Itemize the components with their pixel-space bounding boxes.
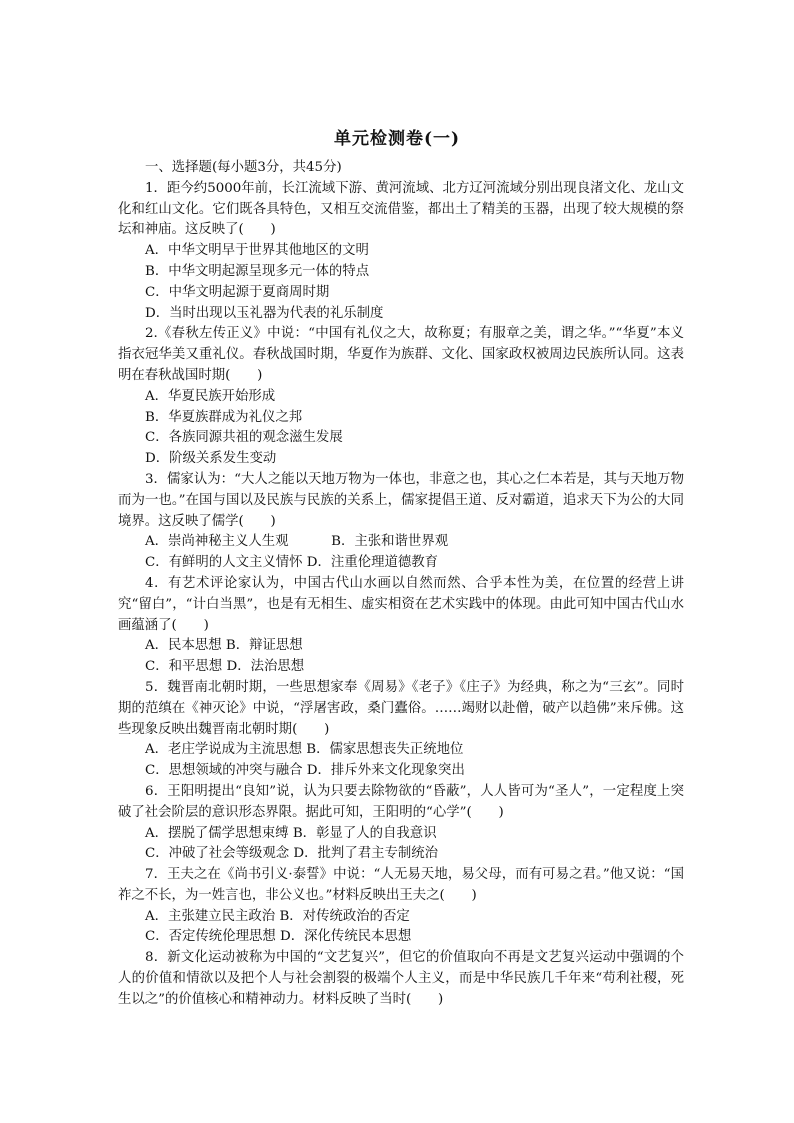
question-stem: 5．魏晋南北朝时期，一些思想家奉《周易》《老子》《庄子》为经典，称之为“三玄”。同时期的范缜在《神灭论》中说，“浮屠害政，桑门蠹俗。……竭财以赴僧，破产以趋佛”来斥佛。这些现象反映出魏晋南北朝时期( ) — [118, 679, 684, 737]
answer-option: D．当时出现以玉礼器为代表的礼乐制度 — [145, 305, 384, 321]
answer-option: A．主张建立民主政治 B．对传统政治的否定 — [145, 908, 410, 924]
answer-option: A．民本思想 B．辩证思想 — [145, 638, 303, 654]
answer-option: C．冲破了社会等级观念 D．批判了君主专制统治 — [145, 846, 439, 862]
question-stem: 2.《春秋左传正义》中说：“中国有礼仪之大，故称夏；有服章之美，谓之华。”“华夏”本义指衣冠华美又重礼仪。春秋战国时期，华夏作为族群、文化、国家政权被周边民族所认同。这表明在春秋战国时期( ) — [118, 326, 684, 383]
question-stem: 3．儒家认为：“大人之能以天地万物为一体也，非意之也，其心之仁本若是，其与天地万物而为一也。”在国与国以及民族与民族的关系上，儒家提倡王道、反对霸道，追求天下为公的大同境界。这反映了儒学( ) — [118, 471, 684, 529]
answer-option: A．崇尚神秘主义人生观 B．主张和谐世界观 — [145, 534, 449, 550]
answer-option: B．中华文明起源呈现多元一体的特点 — [145, 263, 370, 279]
page-title: 单元检测卷(一) — [333, 129, 461, 149]
answer-option: A．摆脱了儒学思想束缚 B．彰显了人的自我意识 — [145, 825, 437, 841]
answer-option: A．老庄学说成为主流思想 B．儒家思想丧失正统地位 — [145, 742, 464, 758]
answer-option: A．中华文明早于世界其他地区的文明 — [145, 243, 369, 259]
question-stem: 7．王夫之在《尚书引义·泰誓》中说：“人无易天地，易父母，而有可易之君。”他又说：“国祚之不长，为一姓言也，非公义也。”材料反映出王夫之( ) — [118, 867, 684, 903]
answer-option: C．和平思想 D．法治思想 — [145, 659, 305, 675]
question-stem: 1．距今约5000年前，长江流域下游、黄河流域、北方辽河流域分别出现良渚文化、龙山文化和红山文化。它们既各具特色，又相互交流借鉴，都出土了精美的玉器，出现了较大规模的祭坛和神庙。这反映了( ) — [118, 180, 684, 238]
question-stem: 8．新文化运动被称为中国的“文艺复兴”，但它的价值取向不再是文艺复兴运动中强调的个人的价值和情欲以及把个人与社会割裂的极端个人主义，而是中华民族几千年来“苟利社稷，死生以之”的价值核心和精神动力。材料反映了当时( ) — [118, 950, 684, 1007]
answer-option: D．阶级关系发生变动 — [145, 451, 277, 467]
question-stem: 6．王阳明提出“良知”说，认为只要去除物欲的“昏蔽”，人人皆可为“圣人”，一定程度上突破了社会阶层的意识形态界限。据此可知，王阳明的“心学”( ) — [118, 783, 684, 820]
answer-option: B．华夏族群成为礼仪之邦 — [145, 409, 303, 425]
answer-option: C．各族同源共祖的观念滋生发展 — [145, 430, 343, 446]
answer-option: C．中华文明起源于夏商周时期 — [145, 284, 330, 300]
section-heading: 一、选择题(每小题3分，共45分) — [145, 160, 342, 175]
answer-option: C．有鲜明的人文主义情怀 D．注重伦理道德教育 — [145, 555, 439, 571]
question-stem: 4．有艺术评论家认为，中国古代山水画以自然而然、合乎本性为美，在位置的经营上讲究“留白”，“计白当黑”，也是有无相生、虚实相资在艺术实践中的体现。由此可知中国古代山水画蕴涵了( ) — [118, 575, 684, 633]
answer-option: A．华夏民族开始形成 — [145, 388, 276, 404]
question-list — [118, 158, 684, 1011]
answer-option: C．否定传统伦理思想 D．深化传统民本思想 — [145, 929, 412, 945]
answer-option: C．思想领域的冲突与融合 D．排斥外来文化现象突出 — [145, 763, 465, 779]
